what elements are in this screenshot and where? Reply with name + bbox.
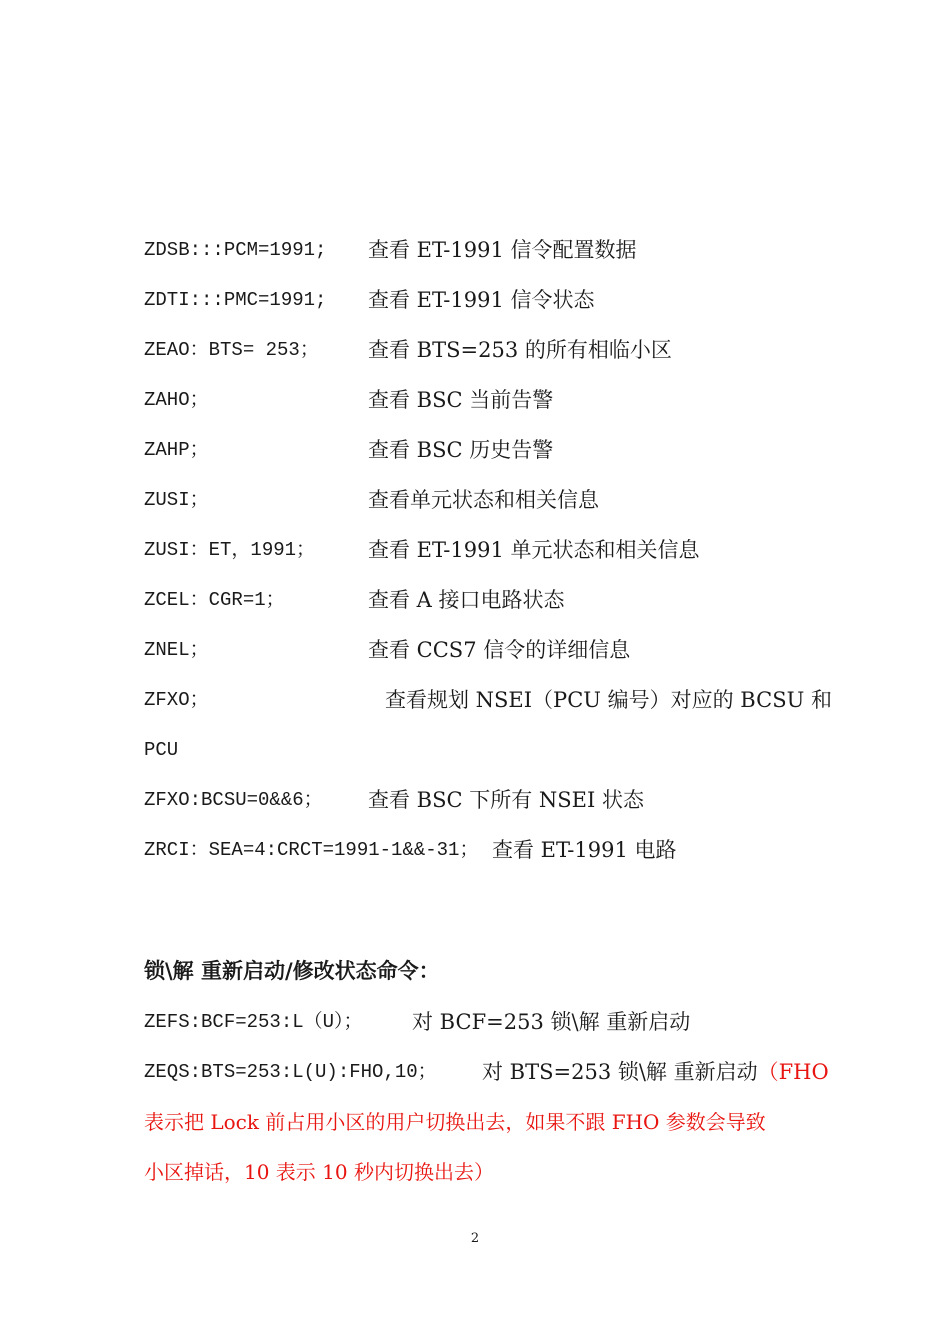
command-description: 查看规划 NSEI（PCU 编号）对应的 BCSU 和 [385,688,832,712]
command-text: ZDSB:::PCM=1991; [144,239,327,261]
command-text: ZEQS:BTS=253:L(U):FHO,10； [144,1061,437,1083]
command-description: 查看 A 接口电路状态 [368,588,565,612]
command-description: 查看 BTS=253 的所有相临小区 [368,338,672,362]
command-text: ZUSI； [144,489,209,511]
command-description: 查看 BSC 下所有 NSEI 状态 [368,788,644,812]
command-description: 查看 ET-1991 信令配置数据 [368,238,637,262]
command-note: 表示把 Lock 前占用小区的用户切换出去，如果不跟 FHO 参数会导致 [144,1110,766,1134]
command-text: ZUSI：ET，1991； [144,539,316,561]
command-description: 对 BCF=253 锁\解 重新启动 [412,1010,691,1034]
command-description: 查看 BSC 历史告警 [368,438,554,462]
command-description: 查看 ET-1991 单元状态和相关信息 [368,538,700,562]
command-description: 查看 BSC 当前告警 [368,388,554,412]
command-note-start: （FHO [757,1060,829,1084]
command-row [144,837,677,941]
command-description: 查看 ET-1991 电路 [492,838,677,862]
command-text: ZRCI：SEA=4:CRCT=1991-1&&-31； [144,839,479,861]
command-text: ZAHO； [144,389,209,411]
command-description-text: 对 BTS=253 锁\解 重新启动 [482,1060,758,1084]
section-heading: 锁\解 重新启动/修改状态命令： [144,958,440,983]
command-description: 查看单元状态和相关信息 [368,488,599,512]
command-description-continuation: PCU [144,739,179,761]
command-text: ZFXO:BCSU=0&&6； [144,789,323,811]
command-text: ZEFS:BCF=253:L（U）； [144,1011,363,1033]
command-description [482,1059,829,1085]
command-text: ZDTI:::PMC=1991; [144,289,327,311]
command-text: ZCEL：CGR=1； [144,589,285,611]
command-text: ZAHP； [144,439,209,461]
command-text: ZEAO：BTS= 253； [144,339,319,361]
page-number: 2 [470,1231,480,1246]
command-description: 查看 CCS7 信令的详细信息 [368,638,631,662]
command-text: ZFXO； [144,689,209,711]
command-note: 小区掉话，10 表示 10 秒内切换出去） [144,1160,494,1184]
command-text: ZNEL； [144,639,209,661]
command-description: 查看 ET-1991 信令状态 [368,288,595,312]
